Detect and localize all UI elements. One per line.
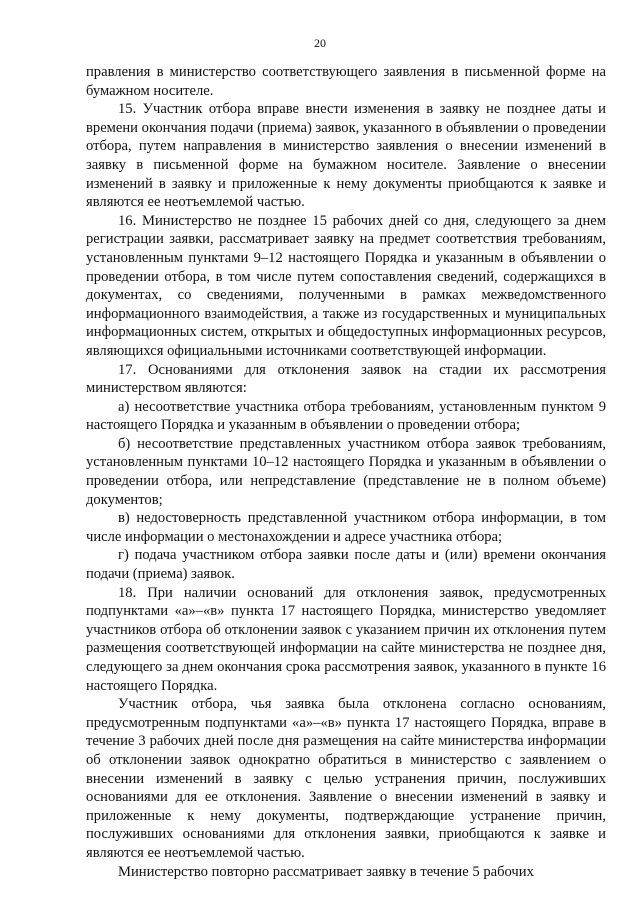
paragraph-continuation: правления в министерство соответствующего заявления в письменной форме на бумажном носителе. — [86, 64, 606, 99]
paragraph-18-participant: Участник отбора, чья заявка была отклонена согласно основаниям, предусмотренным подпунктами «а»–«в» пункта 17 настоящего Порядка, вправе в течение 3 рабочих дней после дня размещения на сайте министерства информации об отклонении заявок однократно обратиться в министерство с заявлением о внесении изменений в заявку с целью устранения причин, послуживших основаниями для ее отклонения. Заявление о внесении изменений в заявку и приложенные к нему документы, подтверждающие устранение причин, послуживших основаниями для отклонения заявки, приобщаются к заявке и являются ее неотъемлемой частью. — [86, 696, 606, 861]
paragraph-16: 16. Министерство не позднее 15 рабочих дней со дня, следующего за днем регистрации заявки, рассматривает заявку на предмет соответствия требованиям, установленным пунктами 9–12 настоящего Порядка и указанным в объявлении о проведении отбора, в том числе путем сопоставления сведений, содержащихся в документах, со сведениями, полученными в рамках межведомственного информационного взаимодействия, а также из государственных и муниципальных информационных систем, открытых и общедоступных информационных ресурсов, являющихся официальными источниками соответствующей информации. — [86, 212, 606, 359]
list-item-v: в) недостоверность представленной участником отбора информации, в том числе информации о местонахождении и адресе участника отбора; — [86, 510, 606, 545]
paragraph-17: 17. Основаниями для отклонения заявок на стадии их рассмотрения министерством являются: — [86, 361, 606, 397]
list-item-b: б) несоответствие представленных участником отбора заявок требованиям, установленным пунктами 10–12 настоящего Порядка и указанным в объявлении о проведении отбора, или непредставление (представление не в полном объеме) документов; — [86, 435, 606, 508]
document-body — [86, 63, 606, 881]
paragraph-18: 18. При наличии оснований для отклонения заявок, предусмотренных подпунктами «а»–«в» пункта 17 настоящего Порядка, министерство уведомляет участников отбора об отклонении заявок с указанием причин их отклонения путем размещения соответствующей информации на сайте министерства не позднее дня, следующего за днем окончания срока рассмотрения заявок, указанного в пункте 16 настоящего Порядка. — [86, 584, 606, 694]
list-item-a: а) несоответствие участника отбора требованиям, установленным пунктом 9 настоящего Порядка и указанным в объявлении о проведении отбора; — [86, 398, 606, 434]
paragraph-15: 15. Участник отбора вправе внести изменения в заявку не позднее даты и времени окончания подачи (приема) заявок, указанного в объявлении о проведении отбора, путем направления в министерство заявления о внесении изменений в заявку в письменной форме на бумажном носителе. Заявление о внесении изменений в заявку и приложенные к нему документы приобщаются к заявке и являются ее неотъемлемой частью. — [86, 101, 606, 211]
paragraph-18-ministry: Министерство повторно рассматривает заявку в течение 5 рабочих — [118, 863, 534, 880]
page-number: 20 — [314, 36, 326, 50]
list-item-g: г) подача участником отбора заявки после даты и (или) времени окончания подачи (приема) заявок. — [86, 547, 606, 583]
